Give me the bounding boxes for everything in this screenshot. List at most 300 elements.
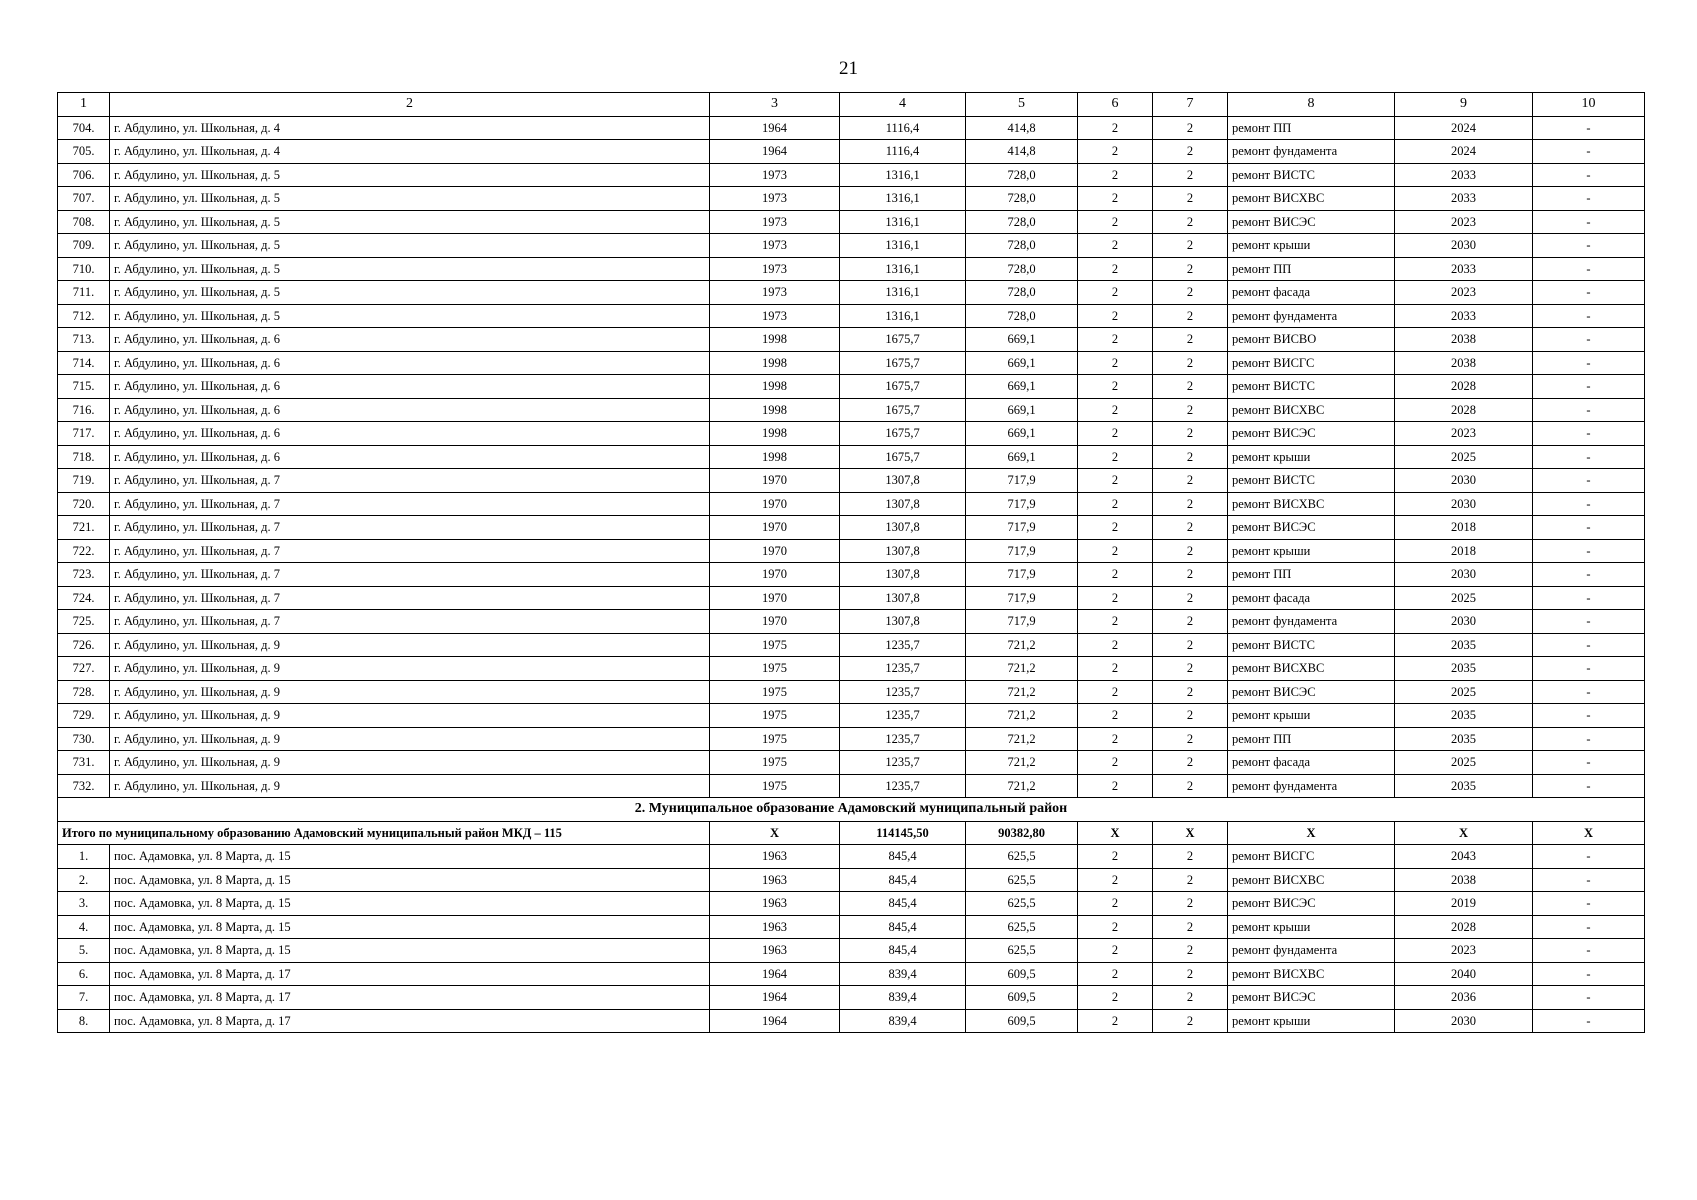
entrances: 2: [1153, 163, 1228, 187]
table-row: [58, 563, 1645, 587]
planned-year: 2028: [1395, 915, 1533, 939]
living-area: 414,8: [966, 116, 1078, 140]
floors: 2: [1078, 727, 1153, 751]
total-value: Х: [1153, 821, 1228, 845]
living-area: 625,5: [966, 939, 1078, 963]
total-area: 1235,7: [840, 704, 966, 728]
address: г. Абдулино, ул. Школьная, д. 5: [110, 210, 710, 234]
address: пос. Адамовка, ул. 8 Марта, д. 15: [110, 868, 710, 892]
address: г. Абдулино, ул. Школьная, д. 6: [110, 328, 710, 352]
note: -: [1533, 727, 1645, 751]
column-number-row: [58, 93, 1645, 117]
floors: 2: [1078, 116, 1153, 140]
floors: 2: [1078, 962, 1153, 986]
address: г. Абдулино, ул. Школьная, д. 7: [110, 492, 710, 516]
note: -: [1533, 445, 1645, 469]
total-area: 1675,7: [840, 328, 966, 352]
planned-year: 2030: [1395, 469, 1533, 493]
total-area: 1316,1: [840, 234, 966, 258]
address: г. Абдулино, ул. Школьная, д. 6: [110, 398, 710, 422]
living-area: 717,9: [966, 539, 1078, 563]
work-type: ремонт фасада: [1228, 751, 1395, 775]
row-number: 708.: [58, 210, 110, 234]
row-number: 724.: [58, 586, 110, 610]
floors: 2: [1078, 610, 1153, 634]
year-built: 1998: [710, 422, 840, 446]
row-number: 728.: [58, 680, 110, 704]
planned-year: 2033: [1395, 257, 1533, 281]
table-row: [58, 774, 1645, 798]
living-area: 669,1: [966, 328, 1078, 352]
note: -: [1533, 915, 1645, 939]
entrances: 2: [1153, 962, 1228, 986]
year-built: 1970: [710, 539, 840, 563]
work-type: ремонт ВИСЭС: [1228, 210, 1395, 234]
table-row: [58, 304, 1645, 328]
living-area: 728,0: [966, 163, 1078, 187]
year-built: 1964: [710, 962, 840, 986]
note: -: [1533, 163, 1645, 187]
floors: 2: [1078, 1009, 1153, 1033]
floors: 2: [1078, 774, 1153, 798]
table-row: [58, 351, 1645, 375]
work-type: ремонт ВИСЭС: [1228, 422, 1395, 446]
work-type: ремонт ВИСТС: [1228, 163, 1395, 187]
entrances: 2: [1153, 351, 1228, 375]
work-type: ремонт фундамента: [1228, 939, 1395, 963]
work-type: ремонт ВИСХВС: [1228, 492, 1395, 516]
year-built: 1998: [710, 328, 840, 352]
planned-year: 2030: [1395, 234, 1533, 258]
column-number: 6: [1078, 93, 1153, 117]
address: г. Абдулино, ул. Школьная, д. 7: [110, 610, 710, 634]
year-built: 1963: [710, 892, 840, 916]
year-built: 1975: [710, 727, 840, 751]
table-body: [58, 93, 1645, 1033]
total-area: 1235,7: [840, 657, 966, 681]
living-area: 609,5: [966, 1009, 1078, 1033]
table-row: [58, 610, 1645, 634]
note: -: [1533, 281, 1645, 305]
note: -: [1533, 892, 1645, 916]
work-type: ремонт ВИСВО: [1228, 328, 1395, 352]
column-number: 8: [1228, 93, 1395, 117]
row-number: 726.: [58, 633, 110, 657]
work-type: ремонт ВИСГС: [1228, 845, 1395, 869]
living-area: 717,9: [966, 586, 1078, 610]
planned-year: 2033: [1395, 163, 1533, 187]
planned-year: 2036: [1395, 986, 1533, 1010]
work-type: ремонт ВИСХВС: [1228, 962, 1395, 986]
living-area: 721,2: [966, 774, 1078, 798]
floors: 2: [1078, 915, 1153, 939]
entrances: 2: [1153, 586, 1228, 610]
total-label: Итого по муниципальному образованию Адамовский муниципальный район МКД – 115: [58, 821, 710, 845]
note: -: [1533, 116, 1645, 140]
planned-year: 2030: [1395, 563, 1533, 587]
address: г. Абдулино, ул. Школьная, д. 9: [110, 727, 710, 751]
entrances: 2: [1153, 868, 1228, 892]
note: -: [1533, 986, 1645, 1010]
floors: 2: [1078, 704, 1153, 728]
total-area: 839,4: [840, 1009, 966, 1033]
year-built: 1975: [710, 657, 840, 681]
note: -: [1533, 610, 1645, 634]
entrances: 2: [1153, 610, 1228, 634]
work-type: ремонт фасада: [1228, 586, 1395, 610]
living-area: 728,0: [966, 281, 1078, 305]
total-row: [58, 821, 1645, 845]
address: г. Абдулино, ул. Школьная, д. 7: [110, 469, 710, 493]
entrances: 2: [1153, 563, 1228, 587]
living-area: 625,5: [966, 845, 1078, 869]
year-built: 1998: [710, 445, 840, 469]
entrances: 2: [1153, 516, 1228, 540]
planned-year: 2040: [1395, 962, 1533, 986]
total-area: 1316,1: [840, 163, 966, 187]
note: -: [1533, 868, 1645, 892]
note: -: [1533, 257, 1645, 281]
year-built: 1973: [710, 281, 840, 305]
total-value: Х: [1395, 821, 1533, 845]
floors: 2: [1078, 680, 1153, 704]
floors: 2: [1078, 422, 1153, 446]
table-row: [58, 328, 1645, 352]
work-type: ремонт крыши: [1228, 1009, 1395, 1033]
floors: 2: [1078, 939, 1153, 963]
total-area: 1675,7: [840, 445, 966, 469]
living-area: 625,5: [966, 915, 1078, 939]
work-type: ремонт крыши: [1228, 915, 1395, 939]
planned-year: 2019: [1395, 892, 1533, 916]
address: г. Абдулино, ул. Школьная, д. 4: [110, 116, 710, 140]
note: -: [1533, 304, 1645, 328]
living-area: 721,2: [966, 657, 1078, 681]
floors: 2: [1078, 304, 1153, 328]
total-area: 1307,8: [840, 586, 966, 610]
entrances: 2: [1153, 539, 1228, 563]
note: -: [1533, 210, 1645, 234]
note: -: [1533, 328, 1645, 352]
address: г. Абдулино, ул. Школьная, д. 5: [110, 163, 710, 187]
table-row: [58, 868, 1645, 892]
work-type: ремонт ВИСТС: [1228, 633, 1395, 657]
table-row: [58, 892, 1645, 916]
table-row: [58, 751, 1645, 775]
address: г. Абдулино, ул. Школьная, д. 5: [110, 281, 710, 305]
row-number: 709.: [58, 234, 110, 258]
living-area: 721,2: [966, 704, 1078, 728]
floors: 2: [1078, 539, 1153, 563]
floors: 2: [1078, 351, 1153, 375]
year-built: 1998: [710, 351, 840, 375]
planned-year: 2023: [1395, 281, 1533, 305]
total-area: 845,4: [840, 892, 966, 916]
address: пос. Адамовка, ул. 8 Марта, д. 17: [110, 986, 710, 1010]
year-built: 1970: [710, 563, 840, 587]
work-type: ремонт крыши: [1228, 234, 1395, 258]
floors: 2: [1078, 657, 1153, 681]
column-number: 2: [110, 93, 710, 117]
entrances: 2: [1153, 328, 1228, 352]
total-area: 1316,1: [840, 187, 966, 211]
floors: 2: [1078, 210, 1153, 234]
total-value: Х: [1228, 821, 1395, 845]
address: пос. Адамовка, ул. 8 Марта, д. 15: [110, 845, 710, 869]
year-built: 1975: [710, 680, 840, 704]
column-number: 9: [1395, 93, 1533, 117]
year-built: 1973: [710, 163, 840, 187]
living-area: 717,9: [966, 563, 1078, 587]
table-row: [58, 187, 1645, 211]
housing-register-table: [57, 92, 1645, 1033]
living-area: 721,2: [966, 680, 1078, 704]
year-built: 1963: [710, 915, 840, 939]
planned-year: 2033: [1395, 304, 1533, 328]
year-built: 1973: [710, 234, 840, 258]
note: -: [1533, 633, 1645, 657]
year-built: 1998: [710, 398, 840, 422]
address: г. Абдулино, ул. Школьная, д. 6: [110, 422, 710, 446]
work-type: ремонт ПП: [1228, 116, 1395, 140]
planned-year: 2023: [1395, 422, 1533, 446]
total-area: 1675,7: [840, 375, 966, 399]
row-number: 727.: [58, 657, 110, 681]
floors: 2: [1078, 751, 1153, 775]
living-area: 669,1: [966, 422, 1078, 446]
living-area: 728,0: [966, 234, 1078, 258]
living-area: 414,8: [966, 140, 1078, 164]
note: -: [1533, 234, 1645, 258]
planned-year: 2024: [1395, 140, 1533, 164]
total-area: 1307,8: [840, 469, 966, 493]
entrances: 2: [1153, 469, 1228, 493]
planned-year: 2023: [1395, 939, 1533, 963]
total-value: Х: [1533, 821, 1645, 845]
floors: 2: [1078, 281, 1153, 305]
work-type: ремонт ВИСЭС: [1228, 516, 1395, 540]
work-type: ремонт фасада: [1228, 281, 1395, 305]
year-built: 1973: [710, 304, 840, 328]
column-number: 4: [840, 93, 966, 117]
living-area: 728,0: [966, 187, 1078, 211]
work-type: ремонт ВИСТС: [1228, 469, 1395, 493]
floors: 2: [1078, 469, 1153, 493]
floors: 2: [1078, 986, 1153, 1010]
table-row: [58, 657, 1645, 681]
floors: 2: [1078, 234, 1153, 258]
table-row: [58, 680, 1645, 704]
table-row: [58, 962, 1645, 986]
address: г. Абдулино, ул. Школьная, д. 7: [110, 586, 710, 610]
total-area: 845,4: [840, 939, 966, 963]
year-built: 1998: [710, 375, 840, 399]
planned-year: 2025: [1395, 751, 1533, 775]
table-row: [58, 492, 1645, 516]
year-built: 1970: [710, 492, 840, 516]
address: г. Абдулино, ул. Школьная, д. 5: [110, 257, 710, 281]
entrances: 2: [1153, 845, 1228, 869]
planned-year: 2018: [1395, 539, 1533, 563]
entrances: 2: [1153, 234, 1228, 258]
table-row: [58, 281, 1645, 305]
work-type: ремонт фундамента: [1228, 610, 1395, 634]
row-number: 731.: [58, 751, 110, 775]
total-value: Х: [710, 821, 840, 845]
year-built: 1973: [710, 257, 840, 281]
total-area: 1675,7: [840, 351, 966, 375]
work-type: ремонт ПП: [1228, 563, 1395, 587]
entrances: 2: [1153, 657, 1228, 681]
entrances: 2: [1153, 892, 1228, 916]
planned-year: 2033: [1395, 187, 1533, 211]
address: пос. Адамовка, ул. 8 Марта, д. 15: [110, 915, 710, 939]
planned-year: 2038: [1395, 868, 1533, 892]
table-row: [58, 445, 1645, 469]
year-built: 1963: [710, 939, 840, 963]
total-area: 1316,1: [840, 210, 966, 234]
entrances: 2: [1153, 986, 1228, 1010]
total-area: 845,4: [840, 845, 966, 869]
entrances: 2: [1153, 257, 1228, 281]
address: пос. Адамовка, ул. 8 Марта, д. 17: [110, 962, 710, 986]
total-area: 1235,7: [840, 680, 966, 704]
entrances: 2: [1153, 304, 1228, 328]
row-number: 713.: [58, 328, 110, 352]
planned-year: 2030: [1395, 610, 1533, 634]
work-type: ремонт крыши: [1228, 539, 1395, 563]
planned-year: 2043: [1395, 845, 1533, 869]
floors: 2: [1078, 845, 1153, 869]
note: -: [1533, 140, 1645, 164]
row-number: 717.: [58, 422, 110, 446]
table-row: [58, 539, 1645, 563]
planned-year: 2028: [1395, 375, 1533, 399]
planned-year: 2038: [1395, 351, 1533, 375]
row-number: 712.: [58, 304, 110, 328]
table-row: [58, 1009, 1645, 1033]
floors: 2: [1078, 163, 1153, 187]
note: -: [1533, 187, 1645, 211]
year-built: 1964: [710, 116, 840, 140]
planned-year: 2035: [1395, 774, 1533, 798]
address: пос. Адамовка, ул. 8 Марта, д. 15: [110, 939, 710, 963]
row-number: 707.: [58, 187, 110, 211]
floors: 2: [1078, 257, 1153, 281]
work-type: ремонт ПП: [1228, 727, 1395, 751]
address: пос. Адамовка, ул. 8 Марта, д. 17: [110, 1009, 710, 1033]
note: -: [1533, 1009, 1645, 1033]
address: г. Абдулино, ул. Школьная, д. 9: [110, 704, 710, 728]
floors: 2: [1078, 140, 1153, 164]
row-number: 718.: [58, 445, 110, 469]
entrances: 2: [1153, 492, 1228, 516]
entrances: 2: [1153, 633, 1228, 657]
floors: 2: [1078, 445, 1153, 469]
entrances: 2: [1153, 939, 1228, 963]
row-number: 721.: [58, 516, 110, 540]
table-row: [58, 116, 1645, 140]
row-number: 732.: [58, 774, 110, 798]
row-number: 715.: [58, 375, 110, 399]
floors: 2: [1078, 586, 1153, 610]
row-number: 730.: [58, 727, 110, 751]
entrances: 2: [1153, 422, 1228, 446]
living-area: 717,9: [966, 469, 1078, 493]
total-area: 1307,8: [840, 563, 966, 587]
work-type: ремонт фундамента: [1228, 140, 1395, 164]
table-row: [58, 727, 1645, 751]
column-number: 1: [58, 93, 110, 117]
total-area: 1316,1: [840, 257, 966, 281]
planned-year: 2025: [1395, 680, 1533, 704]
note: -: [1533, 680, 1645, 704]
year-built: 1973: [710, 187, 840, 211]
living-area: 728,0: [966, 304, 1078, 328]
row-number: 5.: [58, 939, 110, 963]
living-area: 625,5: [966, 892, 1078, 916]
work-type: ремонт ВИСТС: [1228, 375, 1395, 399]
entrances: 2: [1153, 774, 1228, 798]
living-area: 625,5: [966, 868, 1078, 892]
address: г. Абдулино, ул. Школьная, д. 7: [110, 516, 710, 540]
year-built: 1963: [710, 868, 840, 892]
row-number: 720.: [58, 492, 110, 516]
total-value: Х: [1078, 821, 1153, 845]
address: г. Абдулино, ул. Школьная, д. 6: [110, 445, 710, 469]
floors: 2: [1078, 892, 1153, 916]
total-area: 1316,1: [840, 304, 966, 328]
work-type: ремонт ВИСХВС: [1228, 868, 1395, 892]
work-type: ремонт фундамента: [1228, 304, 1395, 328]
living-area: 717,9: [966, 516, 1078, 540]
year-built: 1964: [710, 1009, 840, 1033]
planned-year: 2035: [1395, 633, 1533, 657]
floors: 2: [1078, 375, 1153, 399]
year-built: 1970: [710, 469, 840, 493]
work-type: ремонт крыши: [1228, 704, 1395, 728]
entrances: 2: [1153, 727, 1228, 751]
note: -: [1533, 492, 1645, 516]
total-area: 1235,7: [840, 774, 966, 798]
note: -: [1533, 469, 1645, 493]
entrances: 2: [1153, 210, 1228, 234]
total-area: 1116,4: [840, 140, 966, 164]
note: -: [1533, 563, 1645, 587]
total-area: 839,4: [840, 986, 966, 1010]
table-row: [58, 140, 1645, 164]
entrances: 2: [1153, 116, 1228, 140]
row-number: 7.: [58, 986, 110, 1010]
planned-year: 2025: [1395, 586, 1533, 610]
table-row: [58, 422, 1645, 446]
address: г. Абдулино, ул. Школьная, д. 9: [110, 774, 710, 798]
total-area: 1116,4: [840, 116, 966, 140]
row-number: 710.: [58, 257, 110, 281]
note: -: [1533, 422, 1645, 446]
entrances: 2: [1153, 281, 1228, 305]
total-area: 1675,7: [840, 398, 966, 422]
work-type: ремонт крыши: [1228, 445, 1395, 469]
entrances: 2: [1153, 704, 1228, 728]
entrances: 2: [1153, 187, 1228, 211]
total-area: 1235,7: [840, 727, 966, 751]
row-number: 725.: [58, 610, 110, 634]
total-area: 1316,1: [840, 281, 966, 305]
note: -: [1533, 586, 1645, 610]
planned-year: 2024: [1395, 116, 1533, 140]
note: -: [1533, 539, 1645, 563]
